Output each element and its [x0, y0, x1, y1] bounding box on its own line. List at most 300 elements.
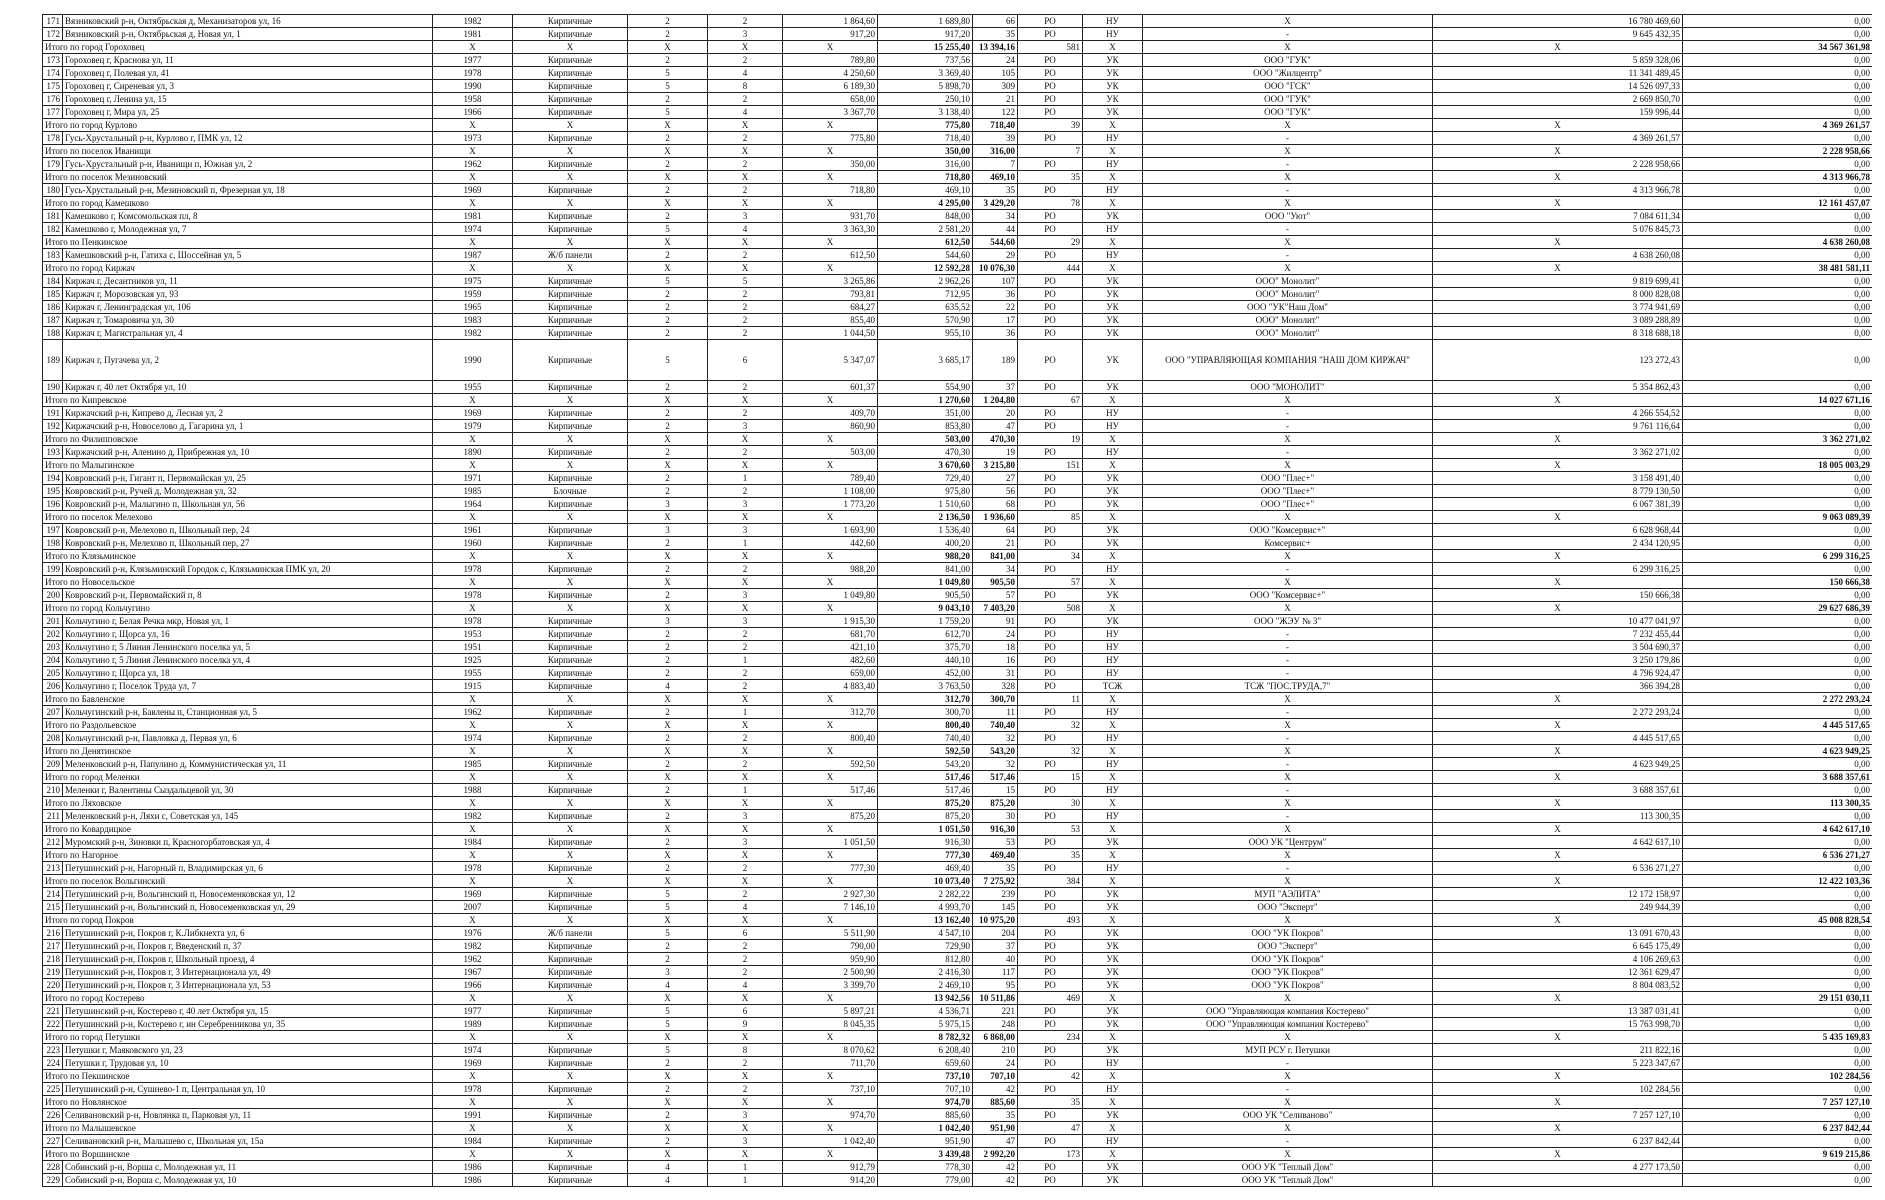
table-cell: 3 [628, 966, 708, 979]
table-cell: 2 [628, 327, 708, 340]
table-row [43, 54, 1873, 67]
table-cell: X [433, 992, 513, 1005]
table-cell: 1978 [433, 67, 513, 80]
table-cell: РО [1018, 184, 1083, 197]
table-row [43, 15, 1873, 28]
table-cell: 2 [628, 28, 708, 41]
table-cell: 6 536 271,27 [1433, 862, 1683, 875]
row-number: 181 [43, 210, 63, 223]
table-cell: 916,30 [973, 823, 1018, 836]
table-cell: 1 049,80 [878, 576, 973, 589]
table-cell: 860,90 [783, 420, 878, 433]
table-cell: УК [1083, 275, 1143, 288]
table-cell: X [628, 992, 708, 1005]
table-cell [1433, 1174, 1683, 1187]
table-cell: X [708, 433, 783, 446]
table-cell: - [1143, 563, 1433, 576]
table-cell: 6 299 316,25 [1683, 550, 1873, 563]
table-cell: РО [1018, 1109, 1083, 1122]
table-cell: 123 272,43 [1433, 340, 1683, 381]
subtotal-label: Итого по Денятинское [43, 745, 433, 758]
table-cell: РО [1018, 158, 1083, 171]
table-cell: 2 [628, 641, 708, 654]
table-cell: РО [1018, 706, 1083, 719]
table-cell: 3 369,40 [878, 67, 973, 80]
table-cell: НУ [1083, 706, 1143, 719]
table-row [43, 953, 1873, 966]
table-cell: X [433, 433, 513, 446]
address-cell: Вязниковский р-н, Октябрьская д, Новая ул, 1 [63, 28, 433, 41]
table-cell: 0,00 [1683, 67, 1873, 80]
table-cell: ООО" Монолит" [1143, 288, 1433, 301]
table-cell: X [1433, 1070, 1683, 1083]
table-cell: 711,70 [783, 1057, 878, 1070]
table-cell: ООО "ГУК" [1143, 106, 1433, 119]
table-cell: X [708, 1122, 783, 1135]
table-cell: 5 898,70 [878, 80, 973, 93]
table-cell: ООО "УК Покров" [1143, 927, 1433, 940]
table-cell: 0,00 [1683, 862, 1873, 875]
table-cell: X [1143, 262, 1433, 275]
table-cell: 1915 [433, 680, 513, 693]
table-row [43, 275, 1873, 288]
table-cell: ООО" Монолит" [1143, 314, 1433, 327]
table-cell: 5 [708, 275, 783, 288]
table-cell: - [1143, 407, 1433, 420]
table-cell: 2 [628, 537, 708, 550]
table-row [43, 563, 1873, 576]
table-cell: X [433, 1031, 513, 1044]
table-cell: 5 [628, 67, 708, 80]
table-cell: РО [1018, 1044, 1083, 1057]
table-cell: 173 [1018, 1148, 1083, 1161]
table-cell: РО [1018, 667, 1083, 680]
table-cell: 0,00 [1683, 340, 1873, 381]
table-cell: 0,00 [1683, 979, 1873, 992]
table-cell: 1969 [433, 184, 513, 197]
table-cell: 3 [708, 615, 783, 628]
table-cell: РО [1018, 498, 1083, 511]
address-cell: Петушинский р-н, Покров г, Введенский п, 37 [63, 940, 433, 953]
table-cell: X [513, 119, 628, 132]
table-cell: X [1143, 550, 1433, 563]
table-cell: 35 [1018, 171, 1083, 184]
table-cell: 12 422 103,36 [1683, 875, 1873, 888]
table-cell: РО [1018, 563, 1083, 576]
table-cell: Кирпичные [513, 301, 628, 314]
table-cell: УК [1083, 979, 1143, 992]
table-cell: РО [1018, 758, 1083, 771]
subtotal-row [43, 602, 1873, 615]
subtotal-row [43, 394, 1873, 407]
table-cell: 2 [628, 1135, 708, 1148]
table-cell: 10 477 041,97 [1433, 615, 1683, 628]
address-cell: Ковровский р-н, Клязьминский Городок с, Клязьминская ПМК ул, 20 [63, 563, 433, 576]
table-cell: ООО УК "Теплый Дом" [1143, 1161, 1433, 1174]
table-row [43, 210, 1873, 223]
table-cell: 6 628 968,44 [1433, 524, 1683, 537]
table-cell: 0,00 [1683, 524, 1873, 537]
table-cell: 789,80 [783, 54, 878, 67]
table-cell: 2 [628, 381, 708, 394]
table-cell: 951,90 [878, 1135, 973, 1148]
table-cell: X [783, 119, 878, 132]
table-cell: Кирпичные [513, 641, 628, 654]
table-row [43, 1057, 1873, 1070]
table-cell: 2007 [433, 901, 513, 914]
table-cell: 0,00 [1683, 301, 1873, 314]
table-cell: 1 689,80 [878, 15, 973, 28]
table-cell: 312,70 [878, 693, 973, 706]
address-cell: Киржачский р-н, Кипрево д, Лесная ул, 2 [63, 407, 433, 420]
table-cell: Кирпичные [513, 420, 628, 433]
table-row [43, 615, 1873, 628]
table-cell: 0,00 [1683, 1057, 1873, 1070]
table-cell: 309 [973, 80, 1018, 93]
address-cell: Селивановский р-н, Малышево с, Школьная ул, 15а [63, 1135, 433, 1148]
row-number: 202 [43, 628, 63, 641]
table-cell: 13 387 031,41 [1433, 1005, 1683, 1018]
address-cell: Меленковский р-н, Ляхи с, Советская ул, 145 [63, 810, 433, 823]
table-cell: Кирпичные [513, 340, 628, 381]
row-number: 188 [43, 327, 63, 340]
address-cell: Гороховец г, Полевая ул, 41 [63, 67, 433, 80]
table-cell: 32 [1018, 745, 1083, 758]
table-cell: 2 [628, 158, 708, 171]
table-cell: X [513, 145, 628, 158]
table-cell: РО [1018, 524, 1083, 537]
table-cell: 42 [973, 1083, 1018, 1096]
table-row [43, 1174, 1873, 1187]
table-cell: Кирпичные [513, 288, 628, 301]
table-cell: 3 [628, 615, 708, 628]
table-cell: 4 623 949,25 [1433, 758, 1683, 771]
table-cell: 9 [708, 1018, 783, 1031]
table-cell: 1 042,40 [783, 1135, 878, 1148]
subtotal-label: Итого по город Курлово [43, 119, 433, 132]
table-cell: X [433, 771, 513, 784]
table-cell: РО [1018, 641, 1083, 654]
table-cell: X [433, 797, 513, 810]
table-cell: 4 [708, 979, 783, 992]
table-cell: X [513, 1031, 628, 1044]
subtotal-row [43, 511, 1873, 524]
table-cell: 1978 [433, 563, 513, 576]
row-number: 184 [43, 275, 63, 288]
table-cell: 36 [973, 288, 1018, 301]
table-cell: 24 [973, 628, 1018, 641]
table-cell: X [1143, 576, 1433, 589]
table-cell: 718,80 [878, 171, 973, 184]
table-cell: РО [1018, 836, 1083, 849]
table-cell: X [1433, 236, 1683, 249]
row-number: 171 [43, 15, 63, 28]
table-cell: ООО УК "Центрум" [1143, 836, 1433, 849]
row-number: 185 [43, 288, 63, 301]
table-cell: - [1143, 758, 1433, 771]
table-cell: - [1143, 732, 1433, 745]
table-cell: 29 [1018, 236, 1083, 249]
table-cell: 1974 [433, 732, 513, 745]
address-cell: Гусь-Хрустальный р-н, Курлово г, ПМК ул, 12 [63, 132, 433, 145]
table-row [43, 498, 1873, 511]
table-cell: 777,30 [878, 849, 973, 862]
table-cell: 729,40 [878, 472, 973, 485]
row-number: 211 [43, 810, 63, 823]
row-number: 195 [43, 485, 63, 498]
table-cell: X [1083, 171, 1143, 184]
table-cell: Кирпичные [513, 1161, 628, 1174]
address-cell: Кольчугино г, Щорса ул, 18 [63, 667, 433, 680]
table-cell: 3 [708, 836, 783, 849]
table-cell: 592,50 [783, 758, 878, 771]
table-cell: 8 045,35 [783, 1018, 878, 1031]
address-cell: Петушинский р-н, Покров г, 3 Интернационала ул, 53 [63, 979, 433, 992]
table-cell: РО [1018, 275, 1083, 288]
table-cell: 2 [628, 563, 708, 576]
subtotal-row [43, 771, 1873, 784]
table-cell: 0,00 [1683, 275, 1873, 288]
table-cell: 8 318 688,18 [1433, 327, 1683, 340]
table-cell: 13 394,16 [973, 41, 1018, 54]
address-cell: Кольчугино г, 5 Линия Ленинского поселка ул, 4 [63, 654, 433, 667]
row-number: 174 [43, 67, 63, 80]
table-cell: 6 189,30 [783, 80, 878, 93]
table-row [43, 158, 1873, 171]
table-cell: 1967 [433, 966, 513, 979]
table-cell: X [628, 914, 708, 927]
table-cell: X [1433, 433, 1683, 446]
table-row [43, 288, 1873, 301]
table-cell: X [783, 1070, 878, 1083]
table-cell: 740,40 [878, 732, 973, 745]
table-cell: 543,20 [878, 758, 973, 771]
table-cell: 56 [973, 485, 1018, 498]
row-number: 218 [43, 953, 63, 966]
table-cell: X [708, 459, 783, 472]
table-cell: X [628, 693, 708, 706]
table-cell: 0,00 [1683, 888, 1873, 901]
table-cell: 5 511,90 [783, 927, 878, 940]
table-cell: 1960 [433, 537, 513, 550]
table-cell: РО [1018, 106, 1083, 119]
table-cell: 145 [973, 901, 1018, 914]
table-cell: 9 761 116,64 [1433, 420, 1683, 433]
address-cell: Ковровский р-н, Ручей д, Молодежная ул, 32 [63, 485, 433, 498]
table-cell: X [628, 145, 708, 158]
table-row [43, 249, 1873, 262]
table-cell: 2 [708, 641, 783, 654]
table-cell: X [783, 236, 878, 249]
table-cell: 7 257 127,10 [1683, 1096, 1873, 1109]
table-cell: X [1143, 511, 1433, 524]
table-cell: МУП РСУ г. Петушки [1143, 1044, 1433, 1057]
table-cell: 2 [708, 249, 783, 262]
table-cell: Кирпичные [513, 472, 628, 485]
table-cell: - [1143, 1083, 1433, 1096]
table-cell: 1953 [433, 628, 513, 641]
table-cell: УК [1083, 80, 1143, 93]
table-cell: 316,00 [973, 145, 1018, 158]
table-cell: РО [1018, 301, 1083, 314]
table-cell: 1978 [433, 1083, 513, 1096]
table-cell: ООО "ЖЭУ № 3" [1143, 615, 1433, 628]
address-cell: Петушинский р-н, Покров г, К.Либкнехта ул, 6 [63, 927, 433, 940]
table-cell: 6 536 271,27 [1683, 849, 1873, 862]
subtotal-label: Итого по Ляховское [43, 797, 433, 810]
table-row [43, 680, 1873, 693]
subtotal-label: Итого по Бавленское [43, 693, 433, 706]
table-cell: X [783, 262, 878, 275]
table-cell: 0,00 [1683, 158, 1873, 171]
table-cell: 6 237 842,44 [1433, 1135, 1683, 1148]
table-cell: X [433, 1148, 513, 1161]
table-cell: X [783, 459, 878, 472]
row-number: 221 [43, 1005, 63, 1018]
row-number: 186 [43, 301, 63, 314]
table-cell: 0,00 [1683, 927, 1873, 940]
row-number: 213 [43, 862, 63, 875]
table-cell: Кирпичные [513, 407, 628, 420]
table-cell: 122 [973, 106, 1018, 119]
table-cell: X [628, 171, 708, 184]
table-cell: 1 [708, 1174, 783, 1187]
table-cell: УК [1083, 498, 1143, 511]
table-row [43, 667, 1873, 680]
table-cell: 592,50 [878, 745, 973, 758]
table-cell: 841,00 [973, 550, 1018, 563]
table-cell: - [1143, 628, 1433, 641]
row-number: 216 [43, 927, 63, 940]
table-cell: НУ [1083, 732, 1143, 745]
table-cell: 1976 [433, 927, 513, 940]
row-number: 200 [43, 589, 63, 602]
table-cell: - [1143, 28, 1433, 41]
table-cell: X [1143, 197, 1433, 210]
subtotal-label: Итого по поселок Мелехово [43, 511, 433, 524]
table-cell: 2 [708, 758, 783, 771]
table-cell: 8 [708, 1044, 783, 1057]
table-cell: 1988 [433, 784, 513, 797]
table-cell: 39 [973, 132, 1018, 145]
table-cell: 503,00 [783, 446, 878, 459]
table-cell: 0,00 [1683, 106, 1873, 119]
table-cell: X [1083, 433, 1143, 446]
table-cell: ООО" Монолит" [1143, 275, 1433, 288]
table-cell: X [1083, 262, 1143, 275]
table-cell: УК [1083, 615, 1143, 628]
table-cell: X [513, 771, 628, 784]
table-cell: X [433, 119, 513, 132]
table-cell: 5 [628, 340, 708, 381]
table-cell: 775,80 [783, 132, 878, 145]
table-cell: X [1433, 1148, 1683, 1161]
table-cell: 0,00 [1683, 1174, 1873, 1187]
table-cell: РО [1018, 979, 1083, 992]
table-cell: УК [1083, 472, 1143, 485]
table-cell: 29 627 686,39 [1683, 602, 1873, 615]
table-cell: 469,10 [973, 171, 1018, 184]
subtotal-row [43, 576, 1873, 589]
table-cell: 875,20 [973, 797, 1018, 810]
table-cell: УК [1083, 301, 1143, 314]
table-cell: - [1143, 706, 1433, 719]
table-cell: X [1083, 1122, 1143, 1135]
table-cell: РО [1018, 54, 1083, 67]
table-cell: 2 [628, 654, 708, 667]
table-cell: 4 796 924,47 [1433, 667, 1683, 680]
address-cell: Меленки г, Валентины Сыздальцевой ул, 30 [63, 784, 433, 797]
row-number: 206 [43, 680, 63, 693]
table-cell: 2 [628, 628, 708, 641]
subtotal-row [43, 41, 1873, 54]
table-cell: РО [1018, 80, 1083, 93]
table-cell: 4 [628, 680, 708, 693]
table-cell: 2 [628, 862, 708, 875]
table-cell: 3 504 690,37 [1433, 641, 1683, 654]
table-cell: 2 [708, 327, 783, 340]
table-cell: РО [1018, 407, 1083, 420]
table-row [43, 327, 1873, 340]
table-cell: - [1143, 654, 1433, 667]
address-cell: Селивановский р-н, Новлянка п, Парковая ул, 11 [63, 1109, 433, 1122]
table-cell: 931,70 [783, 210, 878, 223]
table-cell: 2 [628, 667, 708, 680]
table-cell: 917,20 [878, 28, 973, 41]
table-cell: ООО "ГУК" [1143, 54, 1433, 67]
table-cell: 91 [973, 615, 1018, 628]
table-cell: 1 [708, 706, 783, 719]
table-cell: 1985 [433, 485, 513, 498]
table-cell: 3 367,70 [783, 106, 878, 119]
table-cell: 988,20 [783, 563, 878, 576]
table-cell: 375,70 [878, 641, 973, 654]
table-cell: 6 868,00 [973, 1031, 1018, 1044]
table-cell: 0,00 [1683, 472, 1873, 485]
table-cell: 601,37 [783, 381, 878, 394]
table-cell: - [1143, 641, 1433, 654]
table-cell: X [1083, 550, 1143, 563]
table-row [43, 1109, 1873, 1122]
table-cell: 351,00 [878, 407, 973, 420]
row-number: 229 [43, 1174, 63, 1187]
table-cell: X [1433, 992, 1683, 1005]
table-cell: 718,40 [973, 119, 1018, 132]
table-cell: УК [1083, 54, 1143, 67]
table-cell: X [708, 771, 783, 784]
table-cell: X [433, 823, 513, 836]
table-cell: 3 [708, 210, 783, 223]
table-cell: 517,46 [878, 784, 973, 797]
table-cell: 5 [628, 1018, 708, 1031]
table-cell: УК [1083, 1174, 1143, 1187]
table-cell: 0,00 [1683, 758, 1873, 771]
table-cell: 777,30 [783, 862, 878, 875]
table-cell: Кирпичные [513, 888, 628, 901]
table-cell: X [708, 719, 783, 732]
table-cell: 19 [1018, 433, 1083, 446]
subtotal-label: Итого по город Киржач [43, 262, 433, 275]
table-cell: 3 [708, 1109, 783, 1122]
table-cell: 0,00 [1683, 1109, 1873, 1122]
table-cell: 0,00 [1683, 628, 1873, 641]
table-cell: РО [1018, 15, 1083, 28]
table-cell: 2 [708, 732, 783, 745]
row-number: 220 [43, 979, 63, 992]
table-cell: 517,46 [973, 771, 1018, 784]
table-cell: 4 [708, 223, 783, 236]
table-cell: 15 763 998,70 [1433, 1018, 1683, 1031]
